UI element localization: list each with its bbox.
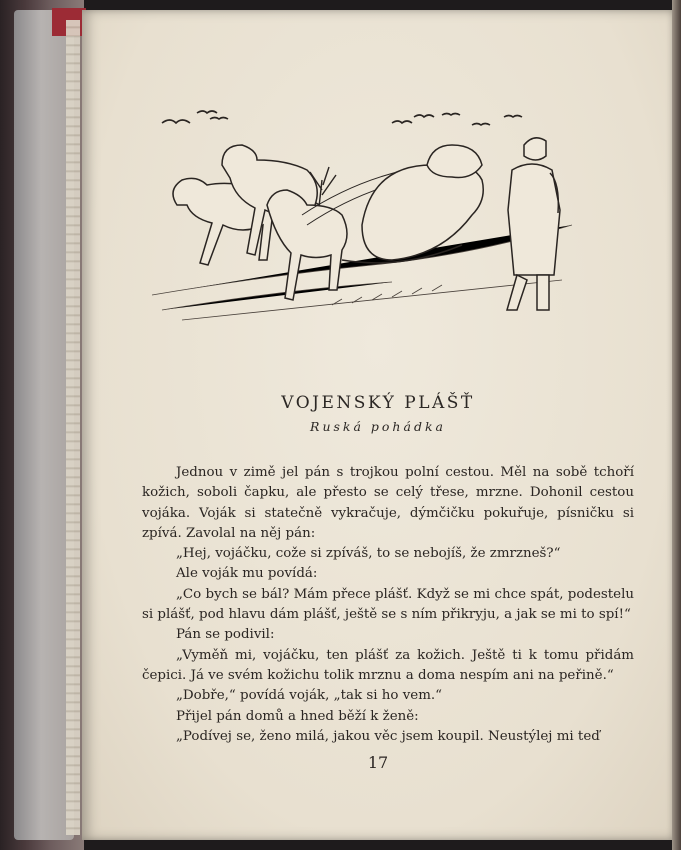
binding-stitches bbox=[66, 20, 80, 835]
paragraph: Ale voják mu povídá: bbox=[176, 566, 318, 582]
paragraph: „Podívej se, ženo milá, jakou věc jsem koupil. Neustýlej mi teď bbox=[176, 728, 600, 744]
paragraph: Jednou v zimě jel pán s trojkou polní cestou. Měl na sobě tchoří kožich, soboli čapku, ale přesto se celý třese, mrzne. Dohonil cestou vojáka. Voják si statečně vykračuje, dýmčičku pokuřuje, písničku si zpívá. Zavolal na něj pán: bbox=[142, 465, 634, 541]
book-page bbox=[82, 10, 674, 840]
book-cover-edge bbox=[14, 10, 74, 840]
story-text bbox=[142, 463, 634, 747]
page-number: 17 bbox=[367, 753, 389, 772]
birds-icon bbox=[162, 111, 522, 125]
page-edge bbox=[672, 0, 681, 850]
paragraph: Pán se podivil: bbox=[176, 627, 275, 643]
story-title: VOJENSKÝ PLÁŠŤ bbox=[281, 393, 475, 413]
horses-icon bbox=[173, 145, 347, 300]
paragraph: „Hej, vojáčku, cože si zpíváš, to se nebojíš, že zmrzneš?“ bbox=[176, 546, 561, 562]
paragraph: „Co bych se bál? Mám přece plášť. Když se mi chce spát, podestelu si plášť, pod hlavu dám plášť, ještě se s ním přikryju, a jak se mi to spí!“ bbox=[142, 586, 634, 623]
sleigh-icon bbox=[342, 145, 483, 263]
soldier-icon bbox=[507, 138, 560, 310]
paragraph: Přijel pán domů a hned běží k ženě: bbox=[176, 708, 419, 724]
troika-sleigh-illustration bbox=[152, 95, 572, 325]
paragraph: „Vyměň mi, vojáčku, ten plášť za kožich. Ještě ti k tomu přidám čepici. Já ve svém kožichu tolik mrznu a doma nespím ani na peřině.“ bbox=[142, 647, 634, 683]
paragraph: „Dobře,“ povídá voják, „tak si ho vem.“ bbox=[176, 688, 442, 704]
story-subtitle: Ruská pohádka bbox=[310, 419, 446, 434]
